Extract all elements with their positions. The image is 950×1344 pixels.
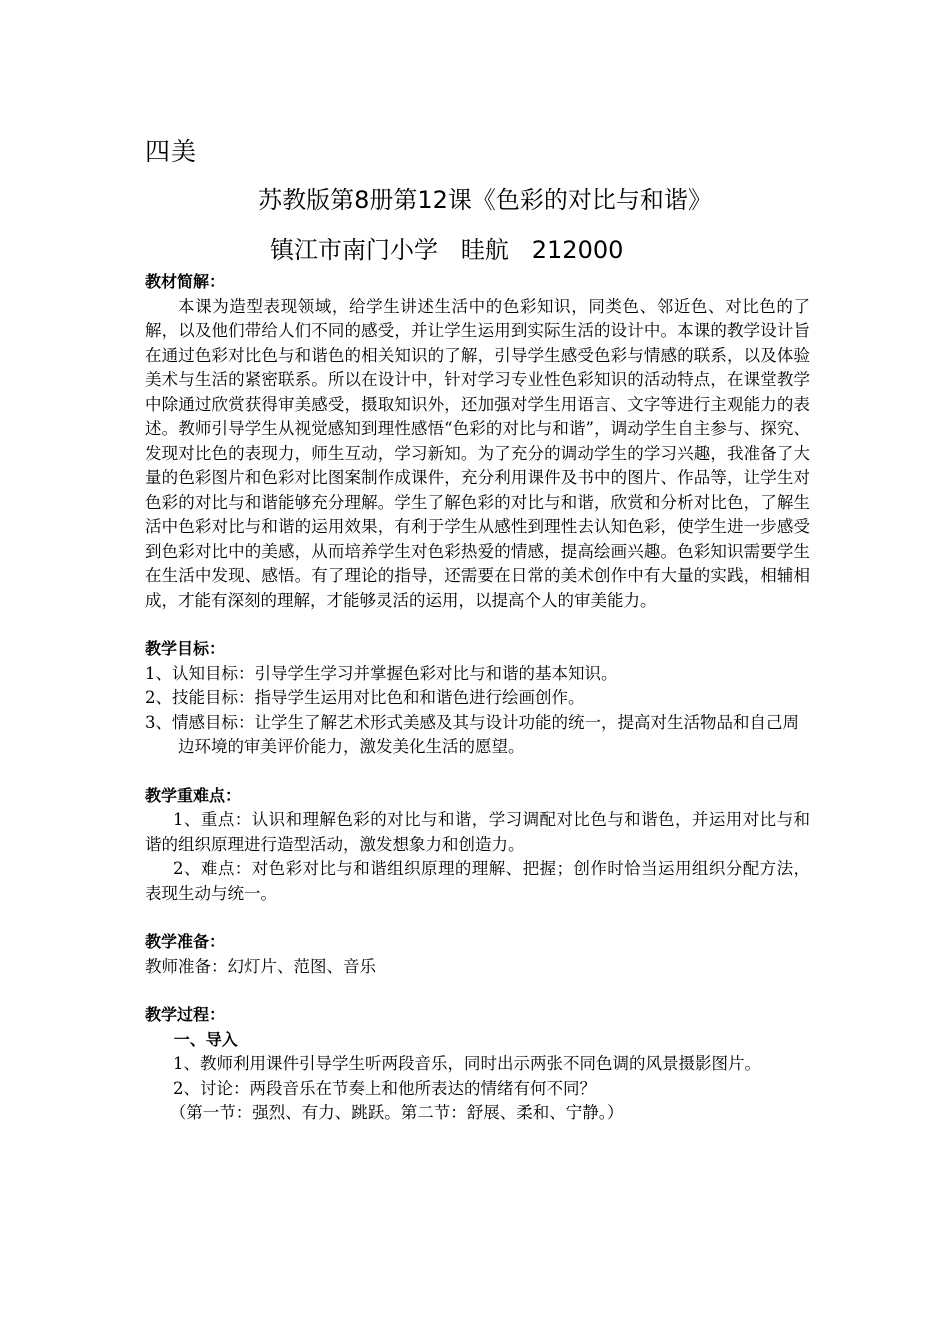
- process-item: 2、讨论：两段音乐在节奏上和他所表达的情绪有何不同？: [173, 1078, 597, 1098]
- goal-item: 3、情感目标：让学生了解艺术形式美感及其与设计功能的统一，提高对生活物品和自己周边环境的审美评价能力，激发美化生活的愿望。: [145, 712, 799, 756]
- prep-heading: 教学准备：: [145, 932, 226, 951]
- spacer: [145, 906, 810, 930]
- prep-text: 教师准备：幻灯片、范图、音乐: [145, 956, 376, 976]
- process-heading: 教学过程：: [145, 1005, 226, 1024]
- process-section-title: 一、导入: [173, 1029, 238, 1049]
- author-line: 镇江市南门小学 眭航 212000: [270, 236, 624, 264]
- document-body: [145, 270, 810, 1126]
- key-point-item: 1、重点：认识和理解色彩的对比与和谐，学习调配对比色与和谐色，并运用对比与和谐的组织原理进行造型活动，激发想象力和创造力。: [145, 810, 810, 854]
- process-note: （第一节：强烈、有力、跳跃。第二节：舒展、柔和、宁静。）: [169, 1103, 624, 1122]
- grade-label: 四美: [145, 137, 198, 166]
- key-points-heading: 教学重难点：: [145, 785, 242, 805]
- spacer: [145, 760, 810, 784]
- goal-item: 1、认知目标：引导学生学习并掌握色彩对比与和谐的基本知识。: [145, 663, 618, 683]
- key-point-item: 2、难点：对色彩对比与和谐组织原理的理解、把握；创作时恰当运用组织分配方法，表现生动与统一。: [145, 859, 810, 903]
- process-item: 1、教师利用课件引导学生听两段音乐，同时出示两张不同色调的风景摄影图片。: [173, 1054, 762, 1073]
- goal-item: 2、技能目标：指导学生运用对比色和和谐色进行绘画创作。: [145, 688, 585, 707]
- goals-heading: 教学目标：: [145, 639, 226, 658]
- intro-heading: 教材简解：: [145, 272, 226, 291]
- lesson-title: 苏教版第8册第12课《色彩的对比与和谐》: [258, 186, 712, 214]
- spacer: [145, 979, 810, 1003]
- intro-paragraph: 本课为造型表现领域，给学生讲述生活中的色彩知识，同类色、邻近色、对比色的了解，以及他们带给人们不同的感受，并让学生运用到实际生活的设计中。本课的教学设计旨在通过色彩对比色与和谐色的相关知识的了解，引导学生感受色彩与情感的联系，以及体验美术与生活的紧密联系。所以在设计中，针对学习专业性色彩知识的活动特点，在课堂教学中除通过欣赏获得审美感受，摄取知识外，还加强对学生用语言、文字等进行主观能力的表述。教师引导学生从视觉感知到理性感悟“色彩的对比与和谐”，调动学生自主参与、探究、发现对比色的表现力，师生互动，学习新知。为了充分的调动学生的学习兴趣，我准备了大量的色彩图片和色彩对比图案制作成课件，充分利用课件及书中的图片、作品等，让学生对色彩的对比与和谐能够充分理解。学生了解色彩的对比与和谐，欣赏和分析对比色，了解生活中色彩对比与和谐的运用效果，有利于学生从感性到理性去认知色彩，使学生进一步感受到色彩对比中的美感，从而培养学生对色彩热爱的情感，提高绘画兴趣。色彩知识需要学生在生活中发现、感悟。有了理论的指导，还需要在日常的美术创作中有大量的实践，相辅相成，才能有深刻的理解，才能够灵活的运用，以提高个人的审美能力。: [145, 296, 810, 610]
- spacer: [145, 613, 810, 637]
